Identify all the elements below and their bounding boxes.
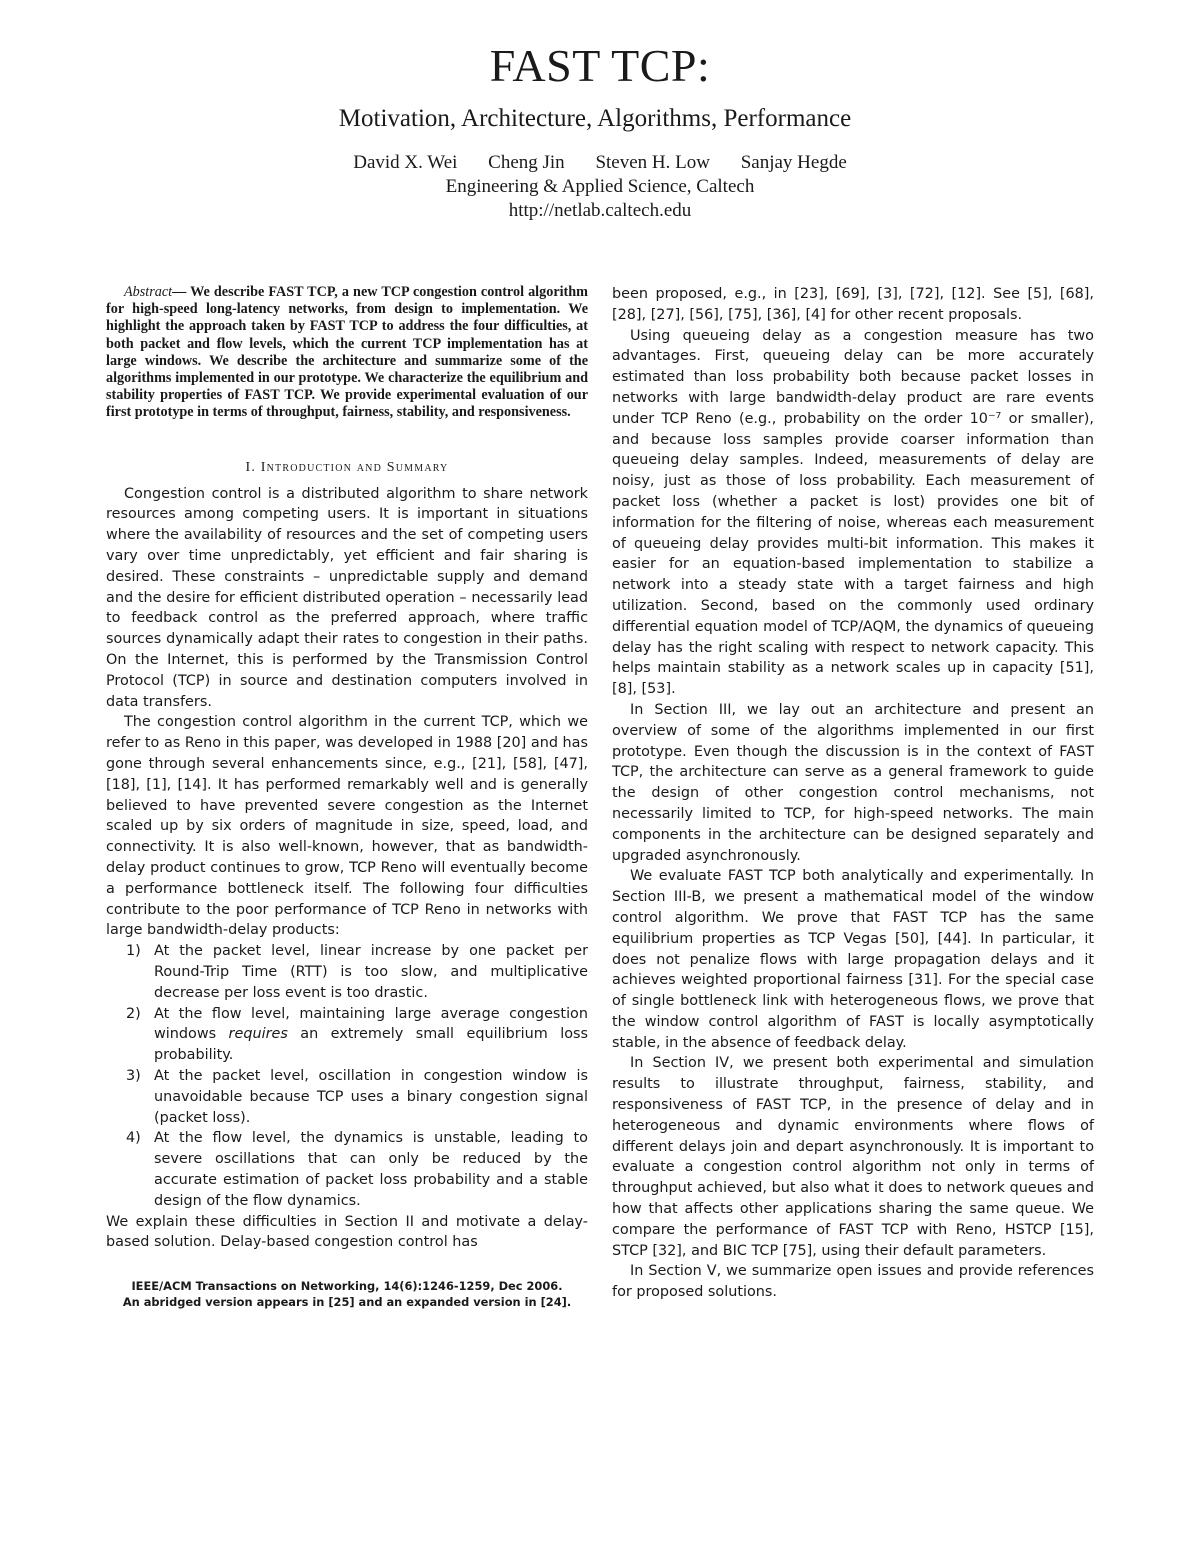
body-paragraph: been proposed, e.g., in [23], [69], [3], [72], [12]. See [5], [68], [28], [27], [56], [75], [36], [4] for other recent proposals.: [612, 286, 1094, 323]
abstract-text: — We describe FAST TCP, a new TCP congestion control algorithm for high-speed long-latency networks, from design to implementation. We highlight the approach taken by FAST TCP to address the four difficulties, at both packet and flow levels, which the current TCP implementation has at large windows. We describe the architecture and summarize some of the algorithms implemented in our prototype. We characterize the equilibrium and stability properties of FAST TCP. We provide experimental evaluation of our first prototype in terms of throughput, fairness, stability, and responsiveness.: [106, 284, 588, 421]
author-name: David X. Wei: [353, 152, 458, 173]
paper-title: FAST TCP:: [489, 40, 711, 91]
body-paragraph: In Section III, we lay out an architecture and present an overview of some of the algorithms implemented in our first prototype. Even though the discussion is in the context of FAST TCP, the architecture can serve as a general framework to guide the design of other congestion control mechanisms, not necessarily limited to TCP, for high-speed networks. The main components in the architecture can be designed separately and upgraded asynchronously.: [612, 701, 1094, 864]
intro-paragraph-2: The congestion control algorithm in the current TCP, which we refer to as Reno in this paper, was developed in 1988 [20] and has gone through several enhancements since, e.g., [21], [58], [47], [18], [1], [14]. It has performed remarkably well and is generally believed to have prevented severe congestion as the Internet scaled up by six orders of magnitude in size, speed, load, and connectivity. It is also well-known, however, that as bandwidth-delay product continues to grow, TCP Reno will eventually become a performance bottleneck itself. The following four difficulties contribute to the poor performance of TCP Reno in networks with large bandwidth-delay products:: [106, 714, 588, 939]
body-paragraph: In Section IV, we present both experimental and simulation results to illustrate throughput, fairness, stability, and responsiveness of FAST TCP, in the presence of delay and in heterogeneous and dynamic environments where flows of different delays join and depart asynchronously. It is important to evaluate a congestion control algorithm not only in terms of throughput achieved, but also what it does to network queues and how that affects other applications sharing the same queue. We compare the performance of FAST TCP with Reno, HSTCP [15], STCP [32], and BIC TCP [75], using their default parameters.: [612, 1055, 1094, 1259]
author-name: Cheng Jin: [488, 152, 565, 173]
paper-subtitle: Motivation, Architecture, Algorithms, Performance: [338, 105, 852, 132]
right-column: [612, 284, 1094, 1303]
list-item-number: 2): [126, 1005, 141, 1022]
body-paragraph: In Section V, we summarize open issues and provide references for proposed solutions.: [612, 1263, 1094, 1301]
list-item: [106, 1066, 588, 1128]
list-item-text-continued: an extremely small equilibrium loss probability.: [154, 1026, 588, 1064]
list-item-number: 3): [126, 1067, 141, 1084]
left-column: [106, 284, 588, 1310]
list-item: [106, 941, 588, 1003]
difficulties-list: [106, 941, 588, 1211]
author-name: Steven H. Low: [595, 152, 710, 173]
list-item-number: 4): [126, 1130, 141, 1147]
list-item-number: 1): [126, 943, 141, 960]
section-heading: I. Introduction and Summary: [245, 459, 449, 475]
footnote-line: An abridged version appears in [25] and an expanded version in [24].: [122, 1294, 572, 1309]
body-paragraph: We evaluate FAST TCP both analytically and experimentally. In Section III-B, we present a mathematical model of the window control algorithm. We prove that FAST TCP has the same equilibrium properties as TCP Vegas [50], [44]. In particular, it does not penalize flows with large propagation delays and it achieves weighted proportional fairness [31]. For the special case of single bottleneck link with heterogeneous flows, we prove that the window control algorithm of FAST is locally asymptotically stable, in the absence of feedback delay.: [612, 868, 1094, 1051]
affiliation: Engineering & Applied Science, Caltech: [445, 176, 755, 197]
author-list: [0, 151, 1200, 175]
list-item: [106, 1004, 588, 1066]
list-item-text: At the packet level, linear increase by one packet per Round-Trip Time (RTT) is too slow, and multiplicative decrease per loss event is too drastic.: [154, 943, 588, 1001]
list-item-text: At the flow level, the dynamics is unstable, leading to severe oscillations that can only be reduced by the accurate estimation of packet loss probability and a stable design of the flow dynamics.: [154, 1130, 588, 1209]
publication-footnote: [106, 1279, 588, 1310]
list-item-text: At the packet level, oscillation in congestion window is unavoidable because TCP uses a binary congestion signal (packet loss).: [154, 1067, 588, 1126]
list-item-text: At the flow level, maintaining large average congestion windows: [154, 1005, 588, 1043]
abstract: [106, 284, 588, 422]
intro-paragraph-3: We explain these difficulties in Section II and motivate a delay-based solution. Delay-based congestion control has: [106, 1213, 588, 1251]
intro-paragraph-1: Congestion control is a distributed algorithm to share network resources among competing users. It is important in situations where the availability of resources and the set of competing users vary over time unpredictably, yet efficient and fair sharing is desired. These constraints – unpredictable supply and demand and the desire for efficient distributed operation – necessarily lead to feedback control as the preferred approach, where traffic sources dynamically adapt their rates to congestion in their paths. On the Internet, this is performed by the Transmission Control Protocol (TCP) in source and destination computers involved in data transfers.: [106, 485, 588, 710]
emphasis-text: requires: [228, 1026, 288, 1043]
list-item: [106, 1128, 588, 1211]
affiliation-url: http://netlab.caltech.edu: [508, 200, 692, 221]
body-paragraph: Using queueing delay as a congestion measure has two advantages. First, queueing delay can be more accurately estimated than loss probability both because packet losses in networks with large bandwidth-delay product are rare events under TCP Reno (e.g., probability on the order 10⁻⁷ or smaller), and because loss samples provide coarser information than queueing delay samples. Indeed, measurements of delay are noisy, just as those of loss probability. Each measurement of packet loss (whether a packet is lost) provides one bit of information for the filtering of noise, whereas each measurement of queueing delay provides multi-bit information. This makes it easier for an equation-based implementation to stabilize a network into a steady state with a target fairness and high utilization. Second, based on the commonly used ordinary differential equation model of TCP/AQM, the dynamics of queueing delay has the right scaling with respect to network capacity. This helps maintain stability as a network scales up in capacity [51], [8], [53].: [612, 327, 1094, 698]
abstract-lead: Abstract: [124, 284, 173, 300]
author-name: Sanjay Hegde: [740, 152, 847, 173]
footnote-line: IEEE/ACM Transactions on Networking, 14(6):1246-1259, Dec 2006.: [131, 1279, 563, 1294]
